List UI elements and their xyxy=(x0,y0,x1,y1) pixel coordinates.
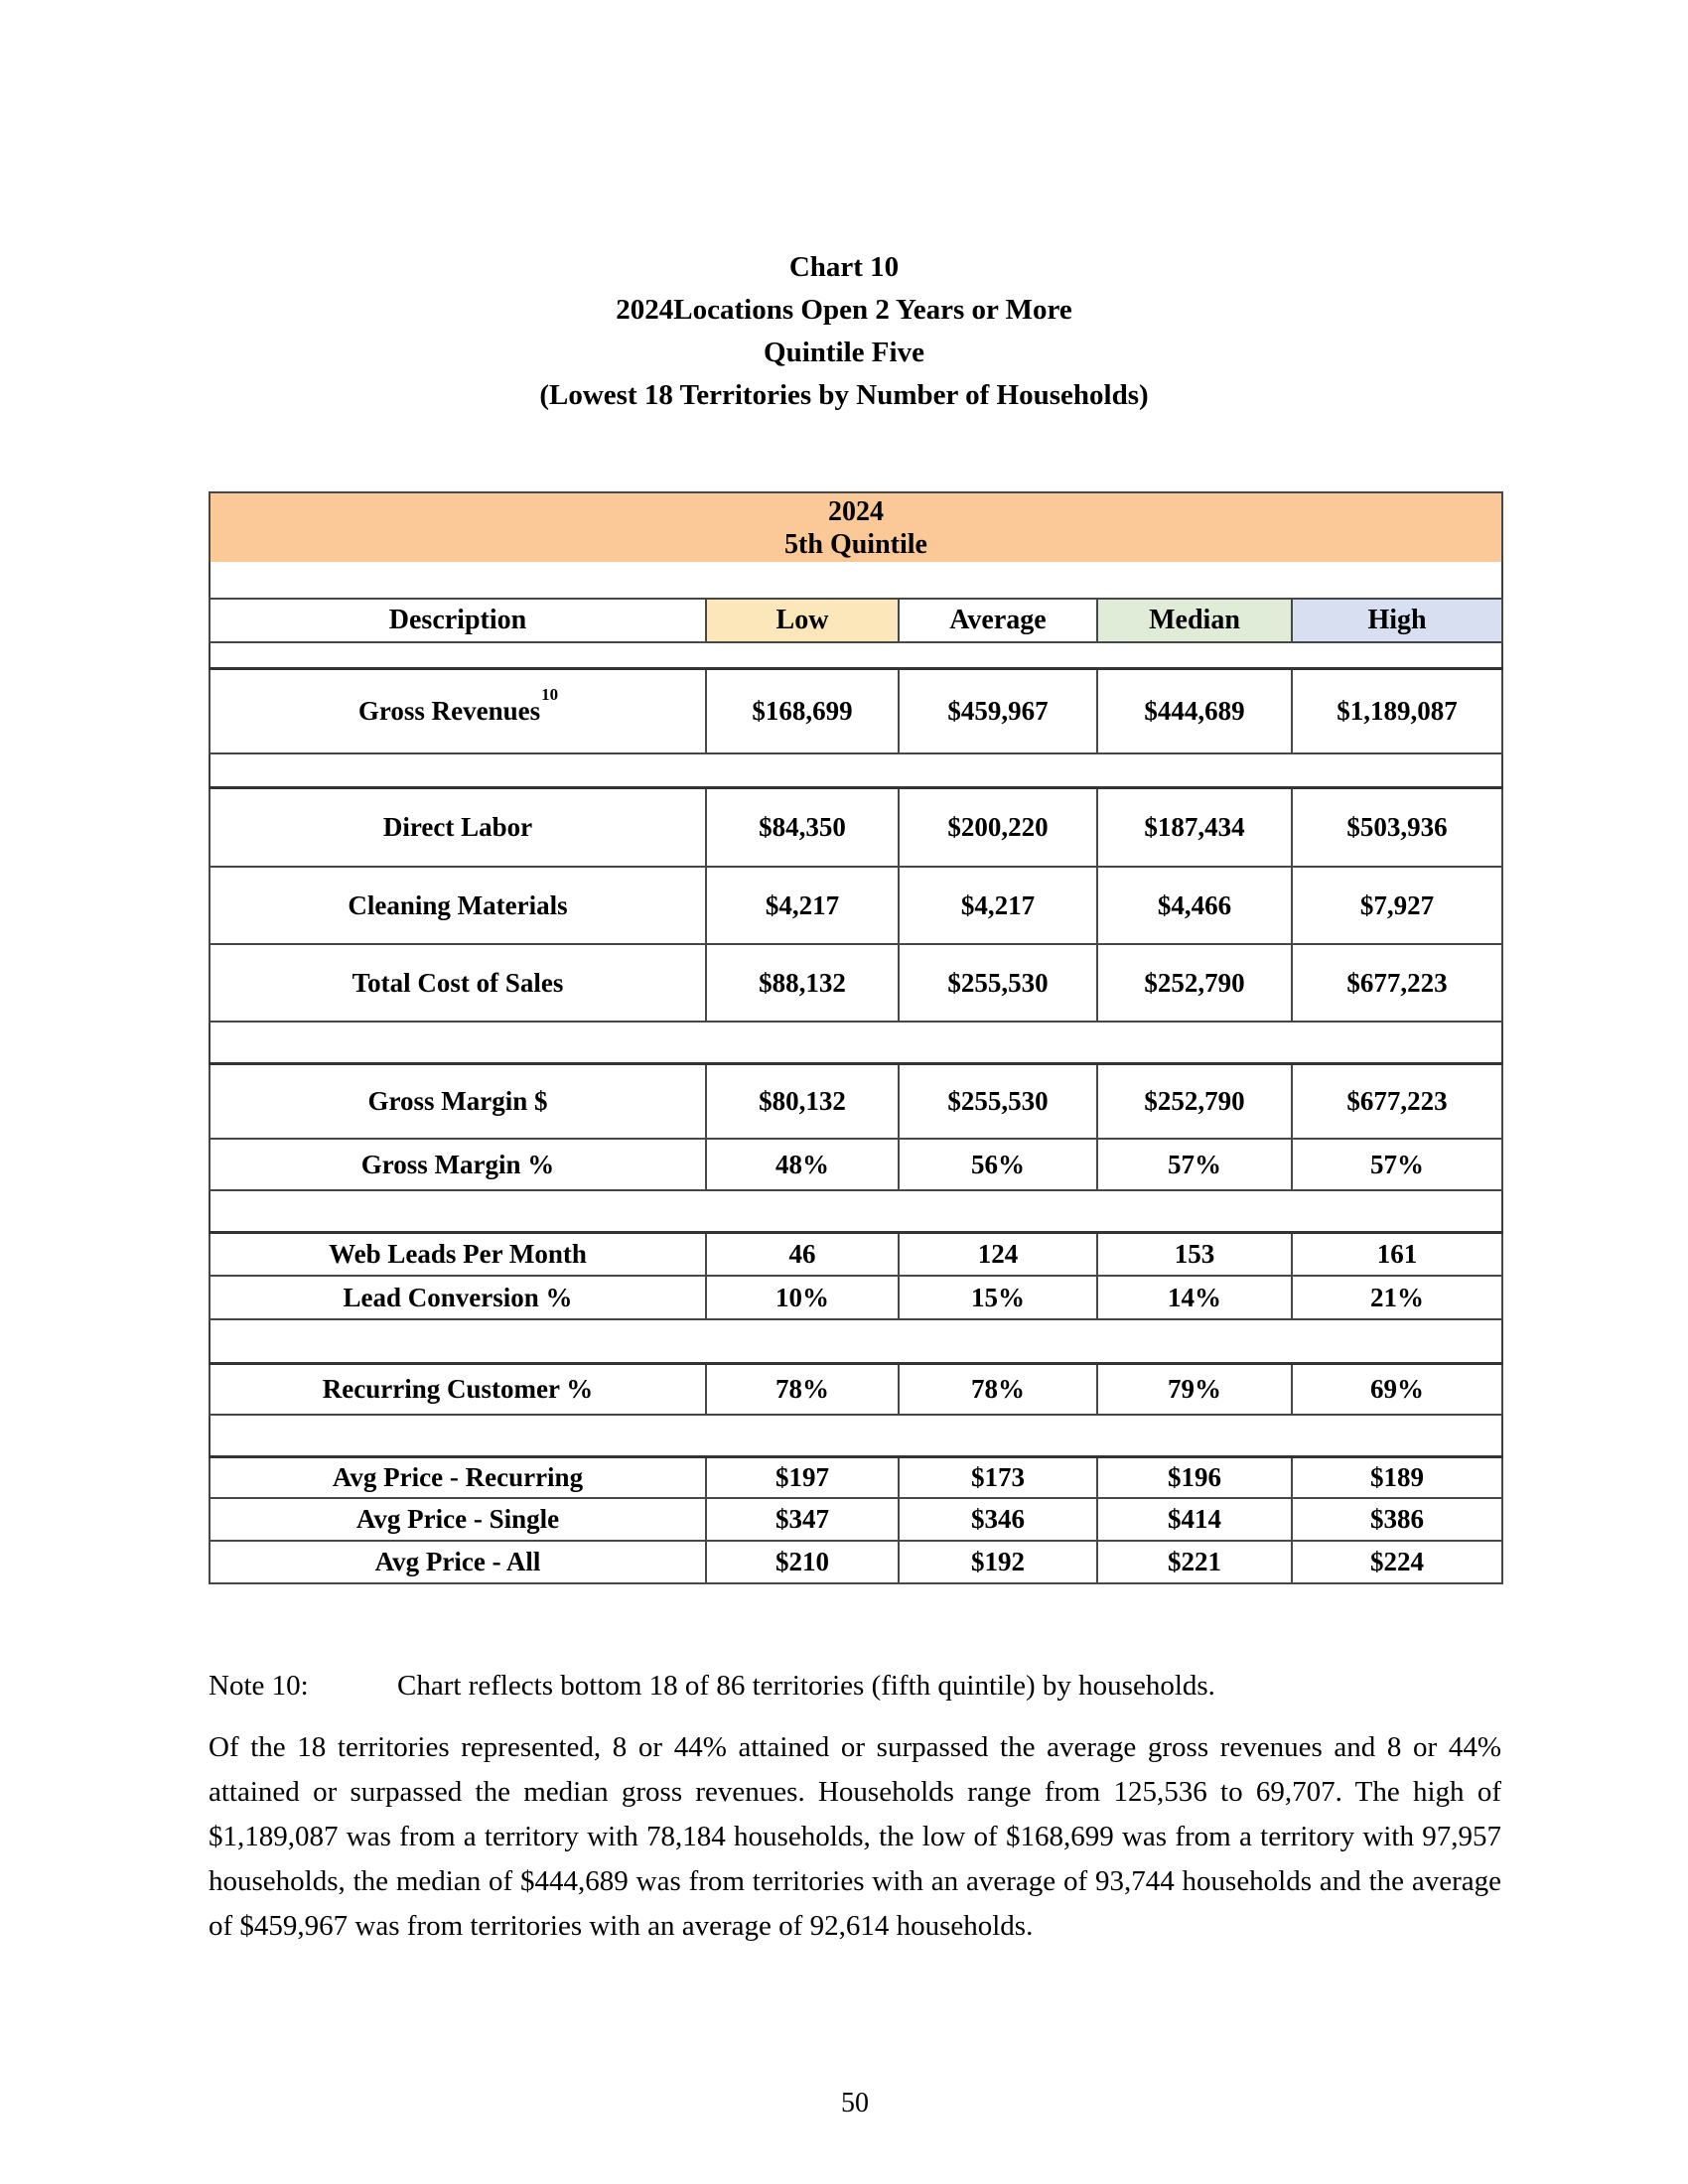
summary-paragraph: Of the 18 territories represented, 8 or 44% attained or surpassed the average gross revenues and 8 or 44% attained or surpassed the median gross revenues. Households range from 125,536 to 69,707. The high of $1,189,087 was from a territory with 78,184 households, the low of $168,699 was from a territory with 97,957 households, the median of $444,689 was from territories with an average of 93,744 households and the average of $459,967 was from territories with an average of 92,614 households. xyxy=(209,1731,1501,1942)
spacer-row xyxy=(210,1319,1502,1363)
cell-average: 56% xyxy=(899,1139,1097,1190)
table-row-lead-conversion xyxy=(210,1276,1502,1319)
table-banner-row xyxy=(210,492,1502,562)
footnote-label: Note 10: xyxy=(209,1670,309,1702)
cell-low: $88,132 xyxy=(706,944,899,1022)
cell-high: $503,936 xyxy=(1292,787,1502,867)
row-label: Direct Labor xyxy=(210,787,706,867)
cell-low: $210 xyxy=(706,1541,899,1583)
col-header-median: Median xyxy=(1097,599,1292,642)
cell-median: $414 xyxy=(1097,1498,1292,1541)
col-header-average: Average xyxy=(899,599,1097,642)
cell-low: 10% xyxy=(706,1276,899,1319)
cell-median: 14% xyxy=(1097,1276,1292,1319)
cell-median: $252,790 xyxy=(1097,944,1292,1022)
row-label: Gross Margin $ xyxy=(210,1063,706,1139)
spacer-row xyxy=(210,753,1502,787)
table-row-total-cost-of-sales xyxy=(210,944,1502,1022)
table-banner-cell xyxy=(210,492,1502,562)
cell-average: 124 xyxy=(899,1232,1097,1276)
col-header-low: Low xyxy=(706,599,899,642)
cell-high: $677,223 xyxy=(1292,944,1502,1022)
banner-year: 2024 xyxy=(828,495,884,527)
cell-average: $459,967 xyxy=(899,668,1097,753)
title-line-chart-number: Chart 10 xyxy=(788,251,900,283)
cell-median: 79% xyxy=(1097,1363,1292,1415)
cell-median: $4,466 xyxy=(1097,867,1292,944)
cell-average: $4,217 xyxy=(899,867,1097,944)
table-row-gross-margin-dollars xyxy=(210,1063,1502,1139)
spacer-row xyxy=(210,642,1502,668)
row-label: Gross Revenues$^{10}$ xyxy=(210,668,706,753)
cell-average: $200,220 xyxy=(899,787,1097,867)
col-header-description: Description xyxy=(210,599,706,642)
cell-high: 57% xyxy=(1292,1139,1502,1190)
title-line-territories: (Lowest 18 Territories by Number of Households) xyxy=(539,379,1149,411)
row-label: Gross Margin % xyxy=(210,1139,706,1190)
cell-median: $444,689 xyxy=(1097,668,1292,753)
row-label: Recurring Customer % xyxy=(210,1363,706,1415)
row-label: Total Cost of Sales xyxy=(210,944,706,1022)
row-label: Web Leads Per Month xyxy=(210,1232,706,1276)
cell-median: 153 xyxy=(1097,1232,1292,1276)
cell-average: 15% xyxy=(899,1276,1097,1319)
table-row-avg-price-all xyxy=(210,1541,1502,1583)
table-row-gross-margin-percent xyxy=(210,1139,1502,1190)
chart-title-block xyxy=(0,246,1688,417)
row-label: Avg Price - All xyxy=(210,1541,706,1583)
row-label: Avg Price - Single xyxy=(210,1498,706,1541)
row-label: Lead Conversion % xyxy=(210,1276,706,1319)
cell-low: $4,217 xyxy=(706,867,899,944)
spacer-row xyxy=(210,1190,1502,1232)
cell-average: $346 xyxy=(899,1498,1097,1541)
title-line-quintile: Quintile Five xyxy=(764,337,924,368)
cell-median: $196 xyxy=(1097,1456,1292,1498)
cell-average: $255,530 xyxy=(899,1063,1097,1139)
cell-average: $173 xyxy=(899,1456,1097,1498)
cell-low: $80,132 xyxy=(706,1063,899,1139)
cell-high: 69% xyxy=(1292,1363,1502,1415)
cell-low: 78% xyxy=(706,1363,899,1415)
cell-high: 161 xyxy=(1292,1232,1502,1276)
spacer-row xyxy=(210,1415,1502,1456)
row-label: Cleaning Materials xyxy=(210,867,706,944)
spacer-row xyxy=(210,1022,1502,1063)
cell-high: $189 xyxy=(1292,1456,1502,1498)
banner-quintile-label: 5th Quintile xyxy=(784,528,927,560)
quintile-five-table xyxy=(209,491,1503,1584)
col-header-high: High xyxy=(1292,599,1502,642)
cell-median: $252,790 xyxy=(1097,1063,1292,1139)
cell-median: 57% xyxy=(1097,1139,1292,1190)
row-label: Avg Price - Recurring xyxy=(210,1456,706,1498)
cell-median: $187,434 xyxy=(1097,787,1292,867)
cell-average: 78% xyxy=(899,1363,1097,1415)
title-line-locations: 2024Locations Open 2 Years or More xyxy=(616,294,1072,326)
spacer-row xyxy=(210,562,1502,599)
cell-average: $255,530 xyxy=(899,944,1097,1022)
footnote-line xyxy=(209,1670,1501,1703)
cell-high: $677,223 xyxy=(1292,1063,1502,1139)
cell-high: $1,189,087 xyxy=(1292,668,1502,753)
cell-low: $84,350 xyxy=(706,787,899,867)
table-row-web-leads xyxy=(210,1232,1502,1276)
page-number: 50 xyxy=(841,2088,869,2118)
cell-low: 48% xyxy=(706,1139,899,1190)
column-header-row xyxy=(210,599,1502,642)
table-row-cleaning-materials xyxy=(210,867,1502,944)
table-row-avg-price-single xyxy=(210,1498,1502,1541)
cell-high: $224 xyxy=(1292,1541,1502,1583)
cell-high: $386 xyxy=(1292,1498,1502,1541)
footnote-ref: 10 xyxy=(541,684,559,704)
table-row-recurring-customer xyxy=(210,1363,1502,1415)
footnote-text: Chart reflects bottom 18 of 86 territories (fifth quintile) by households. xyxy=(397,1670,1215,1702)
cell-average: $192 xyxy=(899,1541,1097,1583)
table-row-avg-price-recurring xyxy=(210,1456,1502,1498)
table-row-gross-revenues xyxy=(210,668,1502,753)
cell-high: $7,927 xyxy=(1292,867,1502,944)
cell-low: $347 xyxy=(706,1498,899,1541)
table-row-direct-labor xyxy=(210,787,1502,867)
cell-low: 46 xyxy=(706,1232,899,1276)
cell-high: 21% xyxy=(1292,1276,1502,1319)
cell-median: $221 xyxy=(1097,1541,1292,1583)
cell-low: $168,699 xyxy=(706,668,899,753)
cell-low: $197 xyxy=(706,1456,899,1498)
